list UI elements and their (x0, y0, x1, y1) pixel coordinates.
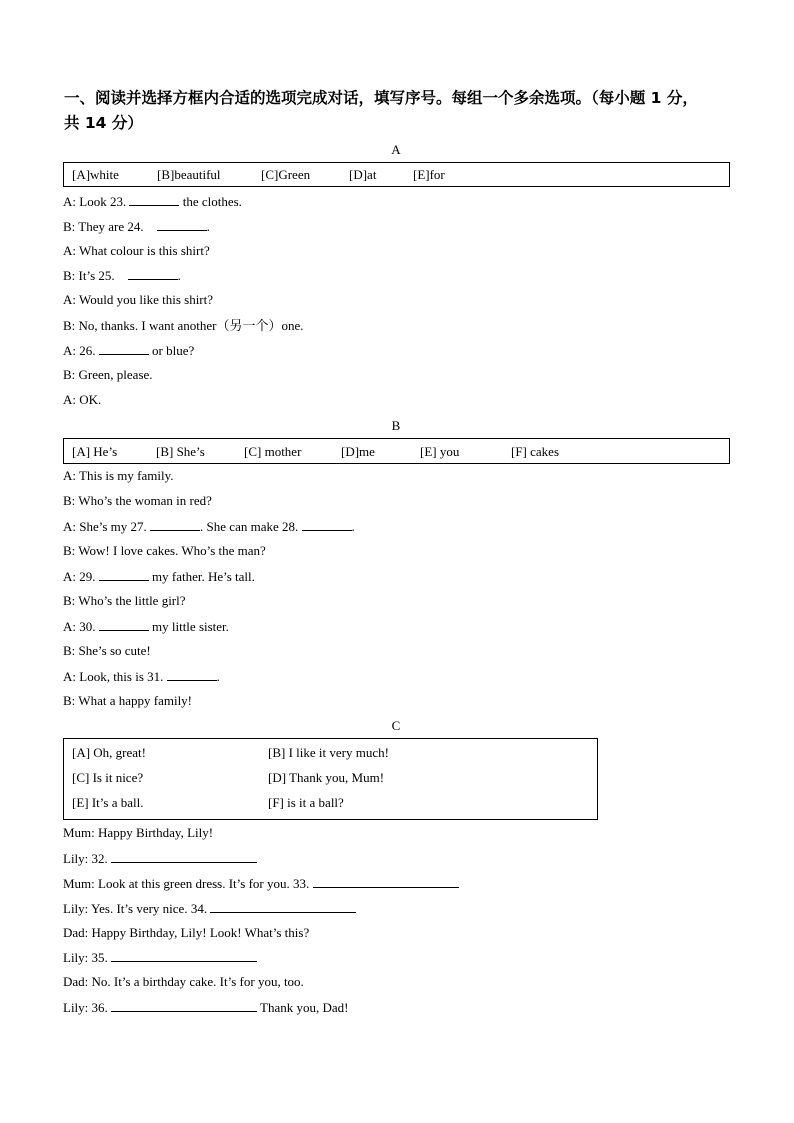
dialogue-line: Lily: 32. (63, 850, 257, 867)
answer-blank-30[interactable] (99, 618, 149, 631)
dialogue-line: B: They are 24. . (63, 219, 210, 234)
option-b-5: [E] you (420, 444, 460, 459)
option-a-2: [B]beautiful (157, 167, 221, 182)
answer-blank-32[interactable] (111, 850, 257, 863)
option-b-3: [C] mother (244, 444, 302, 459)
option-b-1: [A] He’s (72, 444, 118, 459)
dialogue-line: A: Look 23. the clothes. (63, 194, 242, 209)
dialogue-line: B: No, thanks. I want another（另一个）one. (63, 318, 304, 333)
answer-blank-33[interactable] (313, 875, 459, 888)
dialogue-line: Dad: Happy Birthday, Lily! Look! What’s this? (63, 925, 310, 940)
option-c-5: [E] It’s a ball. (72, 795, 144, 810)
answer-blank-28[interactable] (302, 518, 352, 531)
answer-blank-36[interactable] (111, 999, 257, 1012)
dialogue-line: A: OK. (63, 392, 102, 407)
option-b-6: [F] cakes (511, 444, 560, 459)
option-c-3: [C] Is it nice? (72, 770, 144, 785)
option-c-6: [F] is it a ball? (268, 795, 344, 810)
answer-blank-34[interactable] (210, 900, 356, 913)
dialogue-line: B: Who’s the little girl? (63, 593, 186, 608)
dialogue-line: B: Wow! I love cakes. Who’s the man? (63, 543, 266, 558)
dialogue-line: B: What a happy family! (63, 693, 193, 708)
heading-line-1: 一、阅读并选择方框内合适的选项完成对话，填写序号。每组一个多余选项。（每小题 1 分， (64, 89, 698, 107)
answer-blank-29[interactable] (99, 568, 149, 581)
dialogue-line: Mum: Look at this green dress. It’s for you. 33. (63, 875, 459, 892)
answer-blank-25[interactable] (128, 267, 178, 280)
option-a-4: [D]at (349, 167, 377, 182)
dialogue-line: Lily: 35. (63, 949, 257, 966)
dialogue-line: A: She’s my 27. . She can make 28. . (63, 519, 355, 534)
dialogue-line: A: Look, this is 31. . (63, 669, 220, 684)
dialogue-line: A: 30. my little sister. (63, 619, 229, 634)
option-a-5: [E]for (413, 167, 445, 182)
dialogue-line: A: 29. my father. He’s tall. (63, 569, 255, 584)
option-c-2: [B] I like it very much! (268, 745, 389, 760)
dialogue-line: Lily: 36. Thank you, Dad! (63, 1000, 349, 1015)
option-c-1: [A] Oh, great! (72, 745, 146, 760)
dialogue-line: B: Green, please. (63, 367, 153, 382)
dialogue-line: B: Who’s the woman in red? (63, 493, 212, 508)
heading-line-2: 共 14 分） (64, 114, 143, 132)
dialogue-line: Mum: Happy Birthday, Lily! (63, 825, 214, 840)
option-b-2: [B] She’s (156, 444, 205, 459)
option-a-1: [A]white (72, 167, 119, 182)
dialogue-line: Dad: No. It’s a birthday cake. It’s for you, too. (63, 974, 304, 989)
dialogue-line: A: 26. or blue? (63, 343, 195, 358)
answer-blank-27[interactable] (150, 518, 200, 531)
answer-blank-26[interactable] (99, 342, 149, 355)
dialogue-line: A: What colour is this shirt? (63, 243, 210, 258)
dialogue-line: Lily: Yes. It’s very nice. 34. (63, 900, 356, 917)
dialogue-line: B: She’s so cute! (63, 643, 151, 658)
option-c-4: [D] Thank you, Mum! (268, 770, 385, 785)
answer-blank-24[interactable] (157, 218, 207, 231)
answer-blank-35[interactable] (111, 949, 257, 962)
dialogue-line: A: This is my family. (63, 468, 174, 483)
option-a-3: [C]Green (261, 167, 311, 182)
option-b-4: [D]me (341, 444, 375, 459)
dialogue-line: A: Would you like this shirt? (63, 292, 214, 307)
section-b-label: B (391, 418, 401, 433)
dialogue-line: B: It’s 25. . (63, 268, 181, 283)
exercise-heading (64, 86, 734, 136)
answer-blank-31[interactable] (167, 668, 217, 681)
section-a-label: A (391, 142, 401, 157)
answer-blank-23[interactable] (129, 193, 179, 206)
section-c-label: C (391, 718, 401, 733)
